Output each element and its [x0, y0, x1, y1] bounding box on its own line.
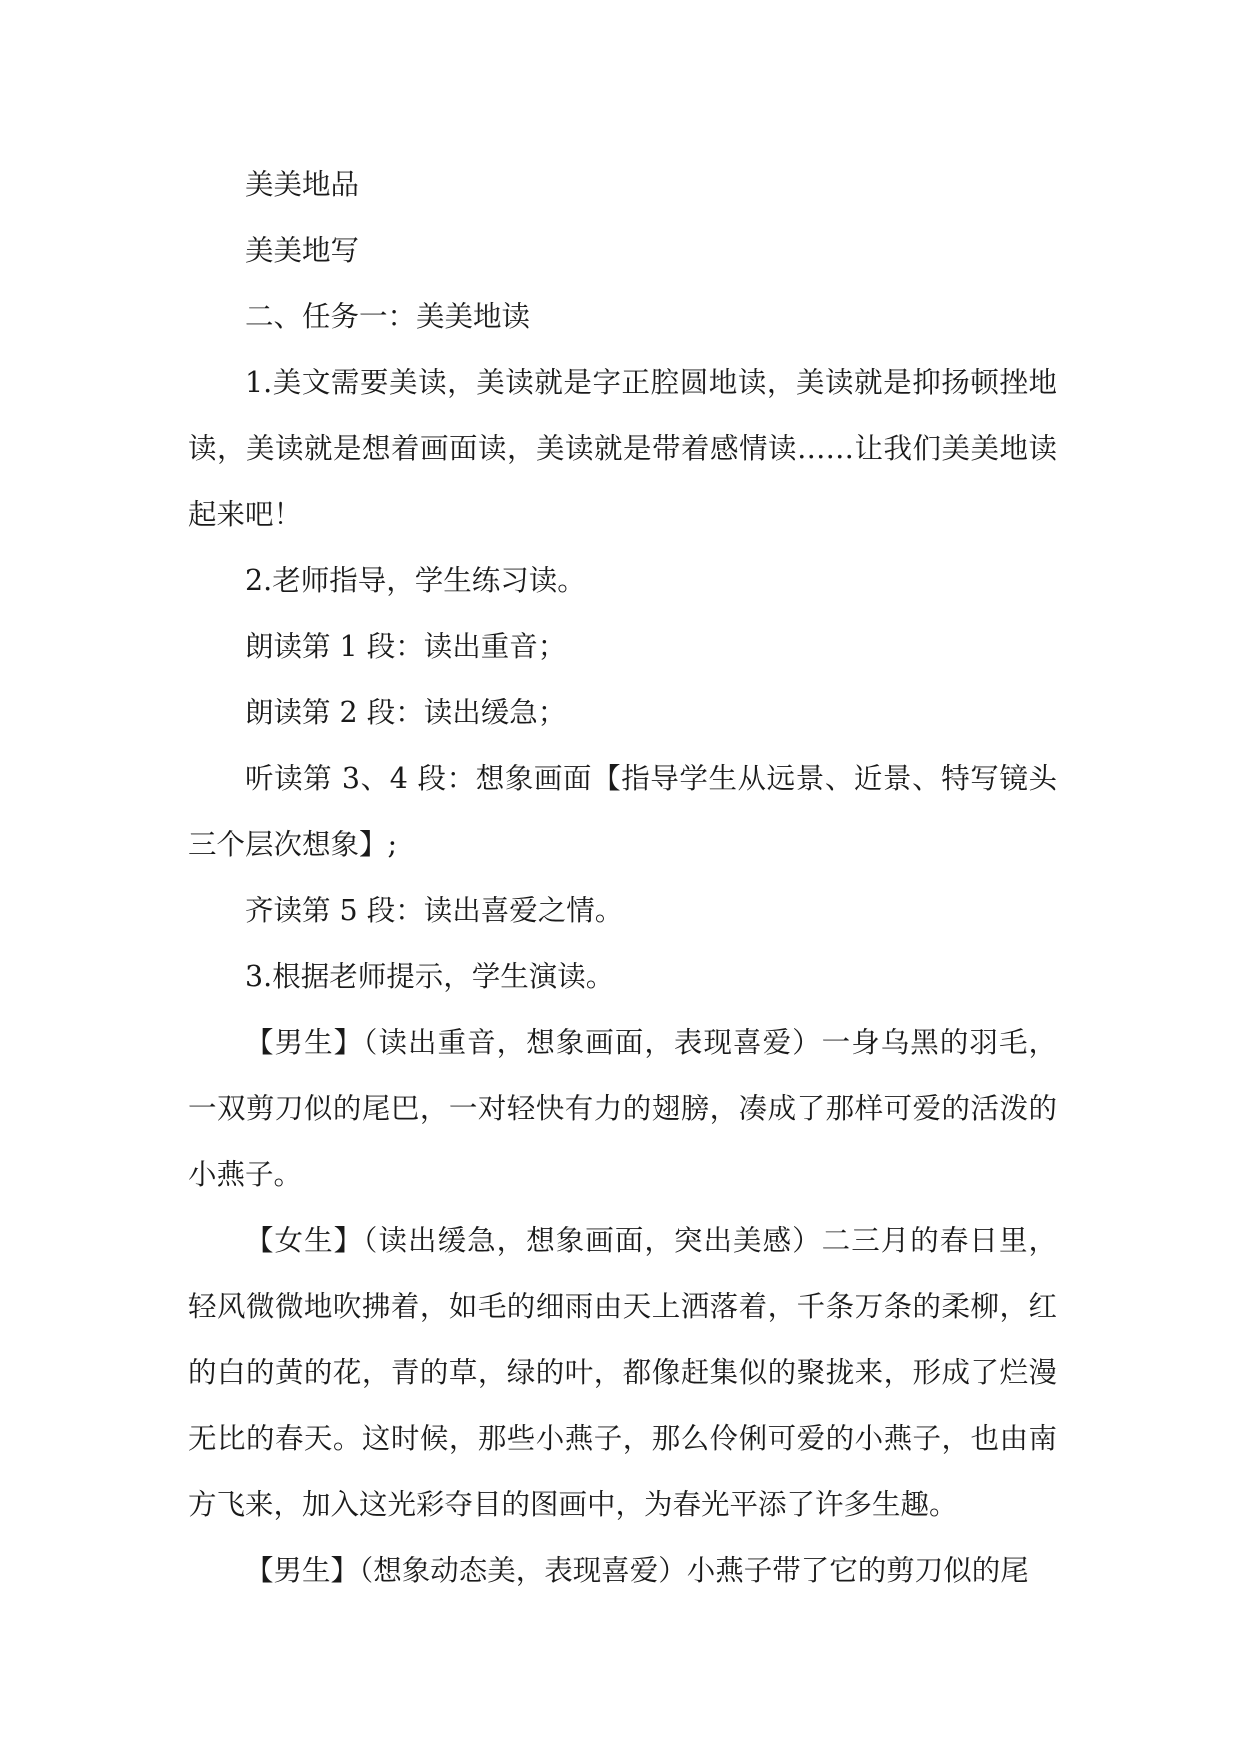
paragraph-read-section-3-4: 听读第 3、4 段：想象画面【指导学生从远景、近景、特写镜头三个层次想象】;: [188, 762, 1057, 861]
paragraph-boys-reading-2: 【男生】（想象动态美，表现喜爱）小燕子带了它的剪刀似的尾: [245, 1554, 1029, 1587]
paragraph-read-section-5: 齐读第 5 段：读出喜爱之情。: [245, 894, 624, 927]
paragraph-heading-write: 美美地写: [245, 234, 360, 267]
paragraph-task-one-heading: 二、任务一：美美地读: [245, 300, 531, 333]
document-page: [188, 152, 1057, 1604]
paragraph-read-section-2: 朗读第 2 段：读出缓急；: [245, 696, 567, 729]
paragraph-read-section-1: 朗读第 1 段：读出重音；: [245, 630, 567, 663]
paragraph-boys-reading-1: 【男生】（读出重音，想象画面，表现喜爱）一身乌黑的羽毛，一双剪刀似的尾巴，一对轻快有力的翅膀，凑成了那样可爱的活泼的小燕子。: [188, 1026, 1057, 1191]
paragraph-step-3: 3.根据老师提示，学生演读。: [245, 960, 615, 993]
paragraph-step-2: 2.老师指导，学生练习读。: [245, 564, 586, 597]
paragraph-step-1: 1.美文需要美读，美读就是字正腔圆地读，美读就是抑扬顿挫地读，美读就是想着画面读，美读就是带着感情读……让我们美美地读起来吧！: [188, 366, 1057, 531]
paragraph-girls-reading: 【女生】（读出缓急，想象画面，突出美感）二三月的春日里，轻风微微地吹拂着，如毛的细雨由天上洒落着，千条万条的柔柳，红的白的黄的花，青的草，绿的叶，都像赶集似的聚拢来，形成了烂漫无比的春天。这时候，那些小燕子，那么伶俐可爱的小燕子，也由南方飞来，加入这光彩夺目的图画中，为春光平添了许多生趣。: [188, 1224, 1057, 1521]
paragraph-heading-savor: 美美地品: [245, 168, 360, 201]
